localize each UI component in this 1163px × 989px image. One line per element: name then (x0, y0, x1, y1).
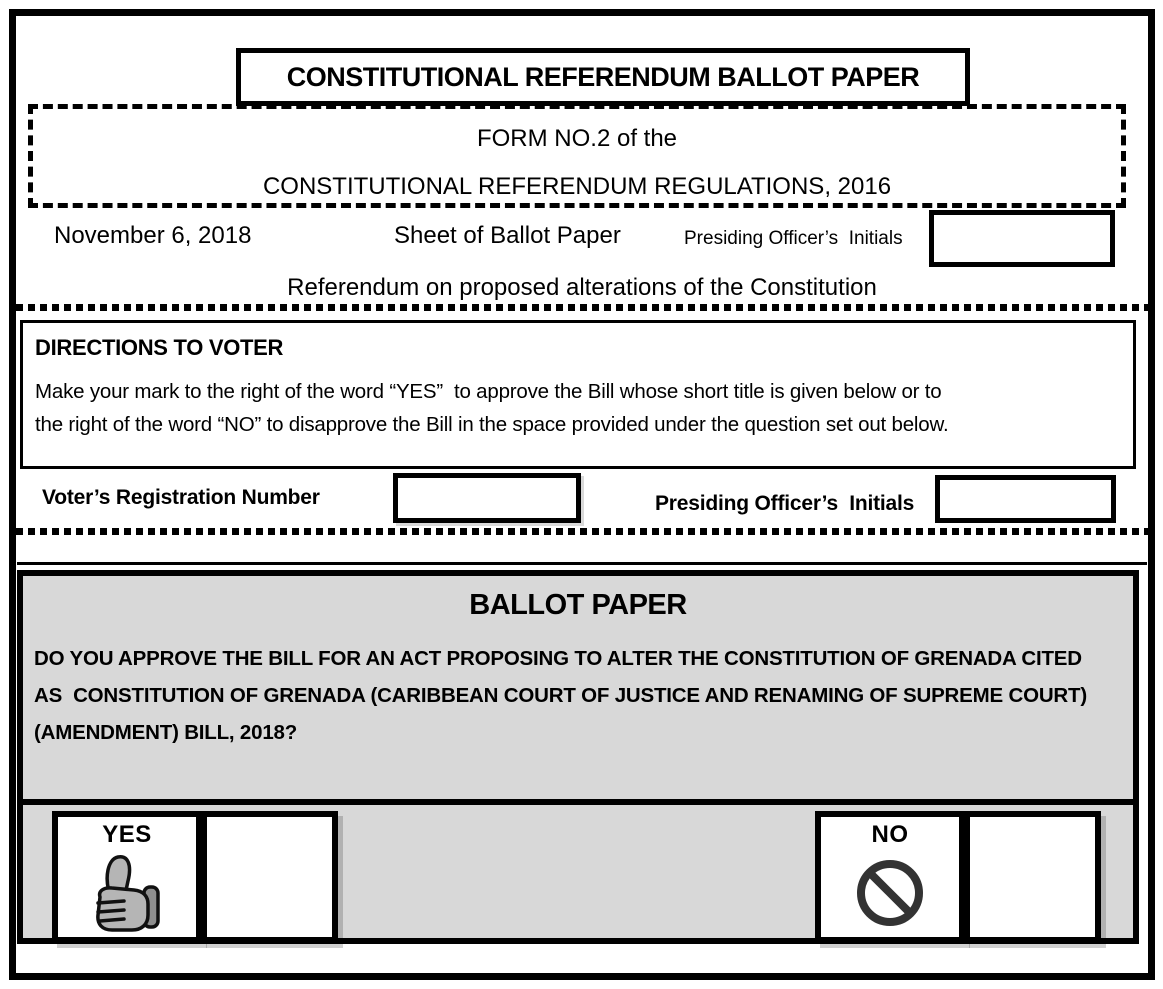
directions-body-line: the right of the word “NO” to disapprove the Bill in the space provided under the question set out below. (35, 413, 949, 436)
ballot-section (17, 570, 1139, 944)
no-label: NO (871, 821, 909, 848)
no-entry-icon (854, 849, 926, 937)
ballot-section-top-rule (17, 562, 1147, 565)
directions-heading: DIRECTIONS TO VOTER (35, 335, 284, 360)
voter-registration-number-label: Voter’s Registration Number (42, 486, 320, 509)
dotted-divider-top (16, 304, 1148, 311)
dotted-divider-bottom (16, 528, 1148, 535)
ballot-question-line: AS CONSTITUTION OF GRENADA (CARIBBEAN COURT OF JUSTICE AND RENAMING OF SUPREME COURT) (34, 684, 1087, 707)
directions-body-line: Make your mark to the right of the word “YES” to approve the Bill whose short title is given below or to (35, 380, 942, 403)
directions-box (20, 320, 1136, 469)
no-mark-box[interactable] (964, 811, 1101, 943)
form-reference-box (28, 104, 1126, 208)
presiding-officer-initials-box-top[interactable] (929, 210, 1115, 267)
ballot-paper-heading: BALLOT PAPER (469, 589, 687, 621)
no-option-box (815, 811, 965, 943)
ballot-question-line: (AMENDMENT) BILL, 2018? (34, 721, 298, 744)
document-title: CONSTITUTIONAL REFERENDUM BALLOT PAPER (286, 61, 920, 92)
form-number-line: FORM NO.2 of the (476, 125, 678, 152)
choice-row (23, 799, 1133, 938)
voter-registration-number-box[interactable] (393, 473, 581, 523)
form-regulations-line: CONSTITUTIONAL REFERENDUM REGULATIONS, 2016 (262, 173, 892, 200)
presiding-officer-initials-label-bottom: Presiding Officer’s Initials (655, 492, 915, 515)
ballot-paper-page (9, 9, 1155, 980)
yes-option-box (52, 811, 202, 943)
yes-mark-box[interactable] (201, 811, 338, 943)
thumbs-up-icon (86, 849, 168, 937)
yes-label: YES (102, 821, 152, 848)
referendum-subject-line: Referendum on proposed alterations of the Constitution (287, 274, 877, 301)
directions-body (35, 375, 1121, 441)
document-title-box (236, 48, 970, 106)
ballot-question (34, 640, 1121, 751)
ballot-question-line: DO YOU APPROVE THE BILL FOR AN ACT PROPOSING TO ALTER THE CONSTITUTION OF GRENADA CITED (34, 647, 1082, 670)
sheet-of-ballot-paper-label: Sheet of Ballot Paper (394, 222, 621, 249)
presiding-officer-initials-box-bottom[interactable] (935, 475, 1116, 523)
presiding-officer-initials-label-top: Presiding Officer’s Initials (684, 228, 903, 249)
no-choice-group (815, 811, 1101, 943)
yes-choice-group (52, 811, 338, 943)
election-date: November 6, 2018 (54, 222, 252, 249)
